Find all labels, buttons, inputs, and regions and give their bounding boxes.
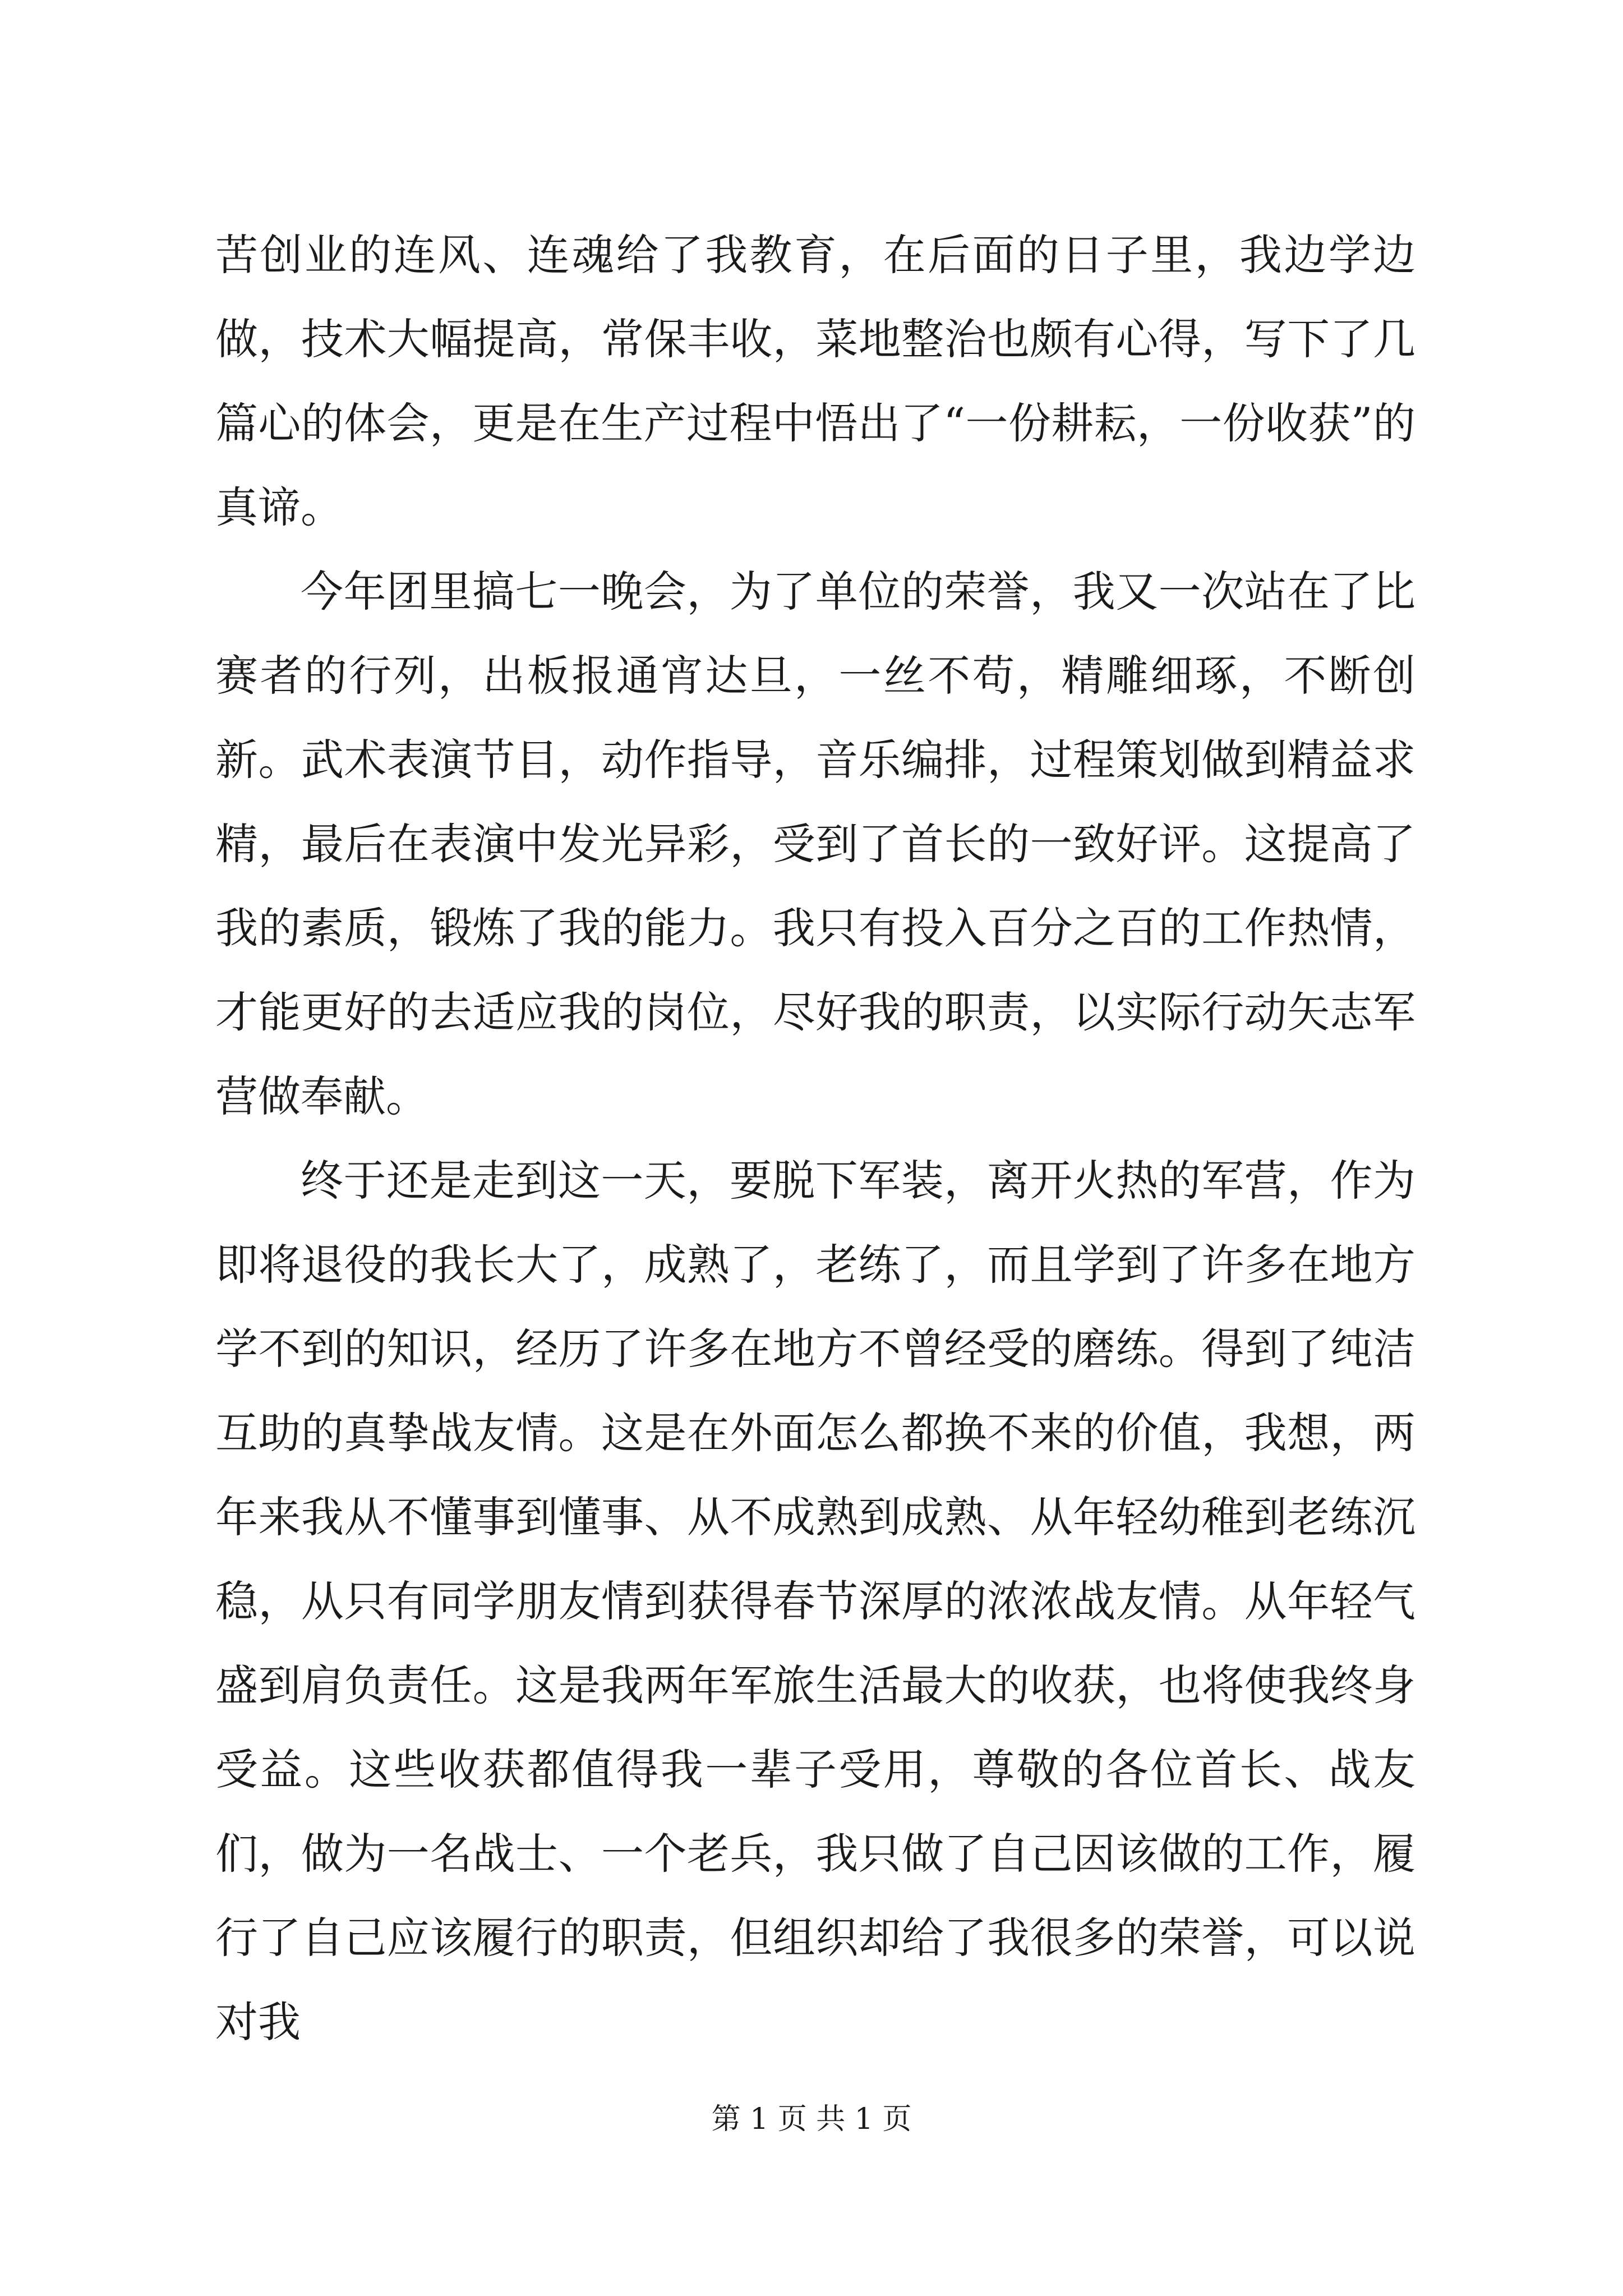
page-footer: 第 1 页 共 1 页 bbox=[711, 2102, 912, 2136]
paragraph-2: 今年团里搞七一晚会，为了单位的荣誉，我又一次站在了比赛者的行列，出板报通宵达旦，一丝不苟，精雕细琢，不断创新。武术表演节目，动作指导，音乐编排，过程策划做到精益求精，最后在表演中发光异彩，受到了首长的一致好评。这提高了我的素质，锻炼了我的能力。我只有投入百分之百的工作热情，才能更好的去适应我的岗位，尽好我的职责，以实际行动矢志军营做奉献。 bbox=[215, 567, 1415, 1121]
paragraph-3: 终于还是走到这一天，要脱下军装，离开火热的军营，作为即将退役的我长大了，成熟了，老练了，而且学到了许多在地方学不到的知识，经历了许多在地方不曾经受的磨练。得到了纯洁互助的真挚战友情。这是在外面怎么都换不来的价值，我想，两年来我从不懂事到懂事、从不成熟到成熟、从年轻幼稚到老练沉稳，从只有同学朋友情到获得春节深厚的浓浓战友情。从年轻气盛到肩负责任。这是我两年军旅生活最大的收获，也将使我终身受益。这些收获都值得我一辈子受用，尊敬的各位首长、战友们，做为一名战士、一个老兵，我只做了自己因该做的工作，履行了自己应该履行的职责，但组织却给了我很多的荣誉，可以说对我 bbox=[215, 1156, 1415, 2047]
document-body bbox=[215, 213, 1415, 2064]
paragraph-1: 苦创业的连风、连魂给了我教育，在后面的日子里，我边学边做，技术大幅提高，常保丰收，菜地整治也颇有心得，写下了几篇心的体会，更是在生产过程中悟出了“一份耕耘，一份收获”的真谛。 bbox=[215, 230, 1415, 532]
